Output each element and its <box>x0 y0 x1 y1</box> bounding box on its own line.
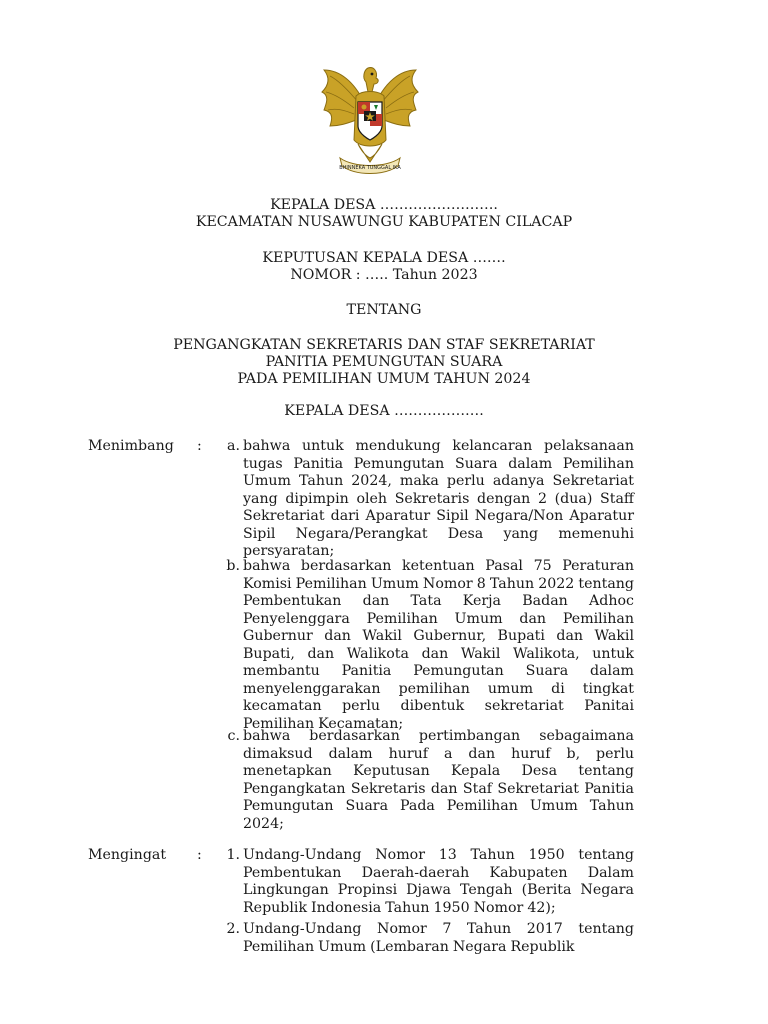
header-line-2: KECAMATAN NUSAWUNGU KABUPATEN CILACAP <box>195 214 573 230</box>
menimbang-item-b-text: bahwa berdasarkan ketentuan Pasal 75 Peraturan Komisi Pemilihan Umum Nomor 8 Tahun 2022 tentang Pembentukan dan Tata Kerja Badan Adhoc Penyelenggara Pemilihan Umum dan Pemilihan Gubernur dan Wakil Gubernur, Bupati dan Wakil Bupati, dan Walikota dan Wakil Walikota, untuk membantu Panitia Pemungutan Suara dalam menyelenggarakan pemilihan umum di tingkat kecamatan perlu dibentuk sekretariat Panitai Pemilihan Kecamatan; <box>243 558 634 732</box>
menimbang-item-a-marker: a. <box>227 438 240 454</box>
mengingat-label: Mengingat <box>88 847 167 863</box>
mengingat-item-1-text: Undang-Undang Nomor 13 Tahun 1950 tentang Pembentukan Daerah-daerah Kabupaten Dalam Lingkungan Propinsi Djawa Tengah (Berita Negara Republik Indonesia Tahun 1950 Nomor 42); <box>243 847 634 916</box>
decree-number: NOMOR : ….. Tahun 2023 <box>290 267 478 283</box>
subject-line-1: PENGANGKATAN SEKRETARIS DAN STAF SEKRETARIAT <box>173 337 595 353</box>
mengingat-colon: : <box>197 847 202 863</box>
menimbang-item-a-text: bahwa untuk mendukung kelancaran pelaksanaan tugas Panitia Pemungutan Suara dalam Pemilihan Umum Tahun 2024, maka perlu adanya Sekretariat yang dipimpin oleh Sekretaris dengan 2 (dua) Staff Sekretariat dari Aparatur Sipil Negara/Non Aparatur Sipil Negara/Perangkat Desa yang memenuhi persyaratan; <box>243 438 634 559</box>
menimbang-item-b-marker: b. <box>226 558 240 574</box>
mengingat-item-1-marker: 1. <box>226 847 240 863</box>
about-heading: TENTANG <box>346 302 422 318</box>
menimbang-colon: : <box>197 438 202 454</box>
svg-text:BHINNEKA TUNGGAL IKA: BHINNEKA TUNGGAL IKA <box>339 165 401 171</box>
issuer-line: KEPALA DESA ………………. <box>284 403 484 419</box>
menimbang-item-c-text: bahwa berdasarkan pertimbangan sebagaimana dimaksud dalam huruf a dan huruf b, perlu menetapkan Keputusan Kepala Desa tentang Pengangkatan Sekretaris dan Staf Sekretariat Panitia Pemungutan Suara Pada Pemilihan Umum Tahun 2024; <box>243 728 634 832</box>
subject-line-3: PADA PEMILIHAN UMUM TAHUN 2024 <box>237 371 531 387</box>
garuda-pancasila-emblem-icon <box>318 62 422 178</box>
menimbang-label: Menimbang <box>88 438 174 454</box>
mengingat-item-2-text: Undang-Undang Nomor 7 Tahun 2017 tentang Pemilihan Umum (Lembaran Negara Republik <box>243 921 634 955</box>
decree-title: KEPUTUSAN KEPALA DESA ……. <box>262 250 506 266</box>
menimbang-item-c-marker: c. <box>227 728 240 744</box>
mengingat-item-2-marker: 2. <box>226 921 240 937</box>
header-line-1: KEPALA DESA ……………………. <box>270 197 498 213</box>
subject-line-2: PANITIA PEMUNGUTAN SUARA <box>265 354 503 370</box>
